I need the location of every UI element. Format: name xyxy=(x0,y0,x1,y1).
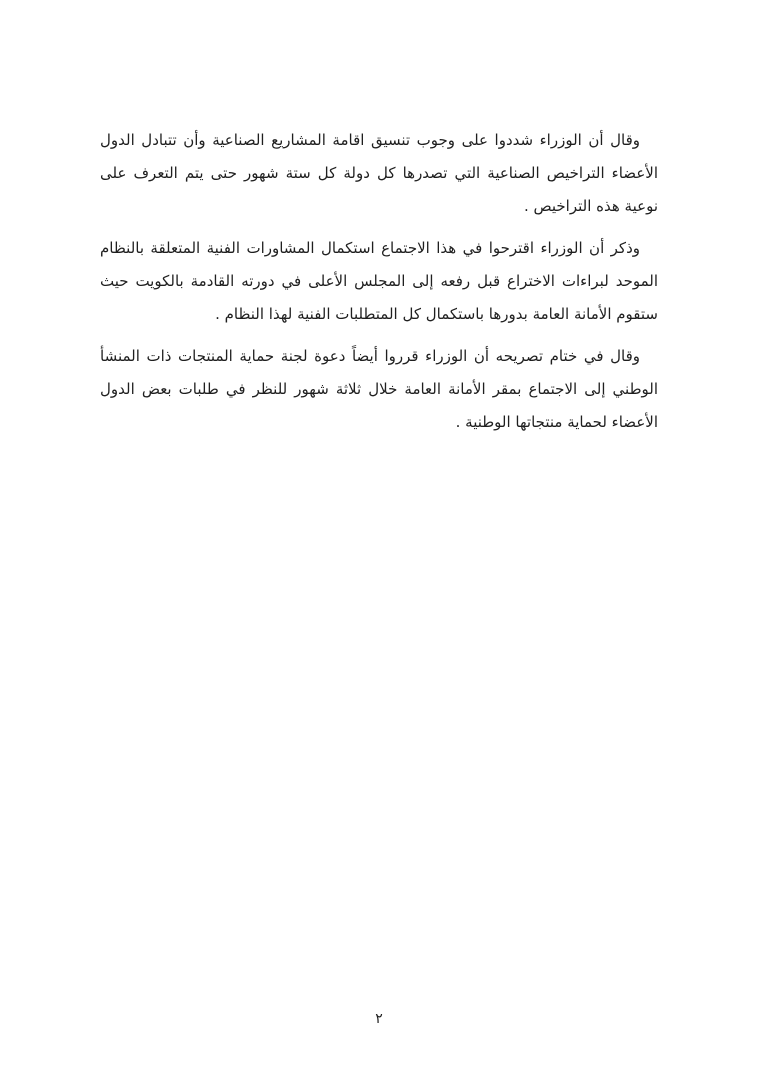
paragraph-1: وقال أن الوزراء شددوا على وجوب تنسيق اقامة المشاريع الصناعية وأن تتبادل الدول الأعضاء التراخيص الصناعية التي تصدرها كل دولة كل ستة شهور حتى يتم التعرف على نوعية هذه التراخيص . xyxy=(100,131,658,215)
text-block xyxy=(100,124,658,448)
paragraph-2: وذكر أن الوزراء اقترحوا في هذا الاجتماع استكمال المشاورات الفنية المتعلقة بالنظام الموحد لبراءات الاختراع قبل رفعه إلى المجلس الأعلى في دورته القادمة بالكويت حيث ستقوم الأمانة العامة بدورها باستكمال كل المتطلبات الفنية لهذا النظام . xyxy=(100,239,658,323)
paragraph-3: وقال في ختام تصريحه أن الوزراء قرروا أيضاً دعوة لجنة حماية المنتجات ذات المنشأ الوطني إلى الاجتماع بمقر الأمانة العامة خلال ثلاثة شهور للنظر في طلبات بعض الدول الأعضاء لحماية منتجاتها الوطنية . xyxy=(100,347,658,431)
page-number: ٢ xyxy=(375,1011,383,1027)
